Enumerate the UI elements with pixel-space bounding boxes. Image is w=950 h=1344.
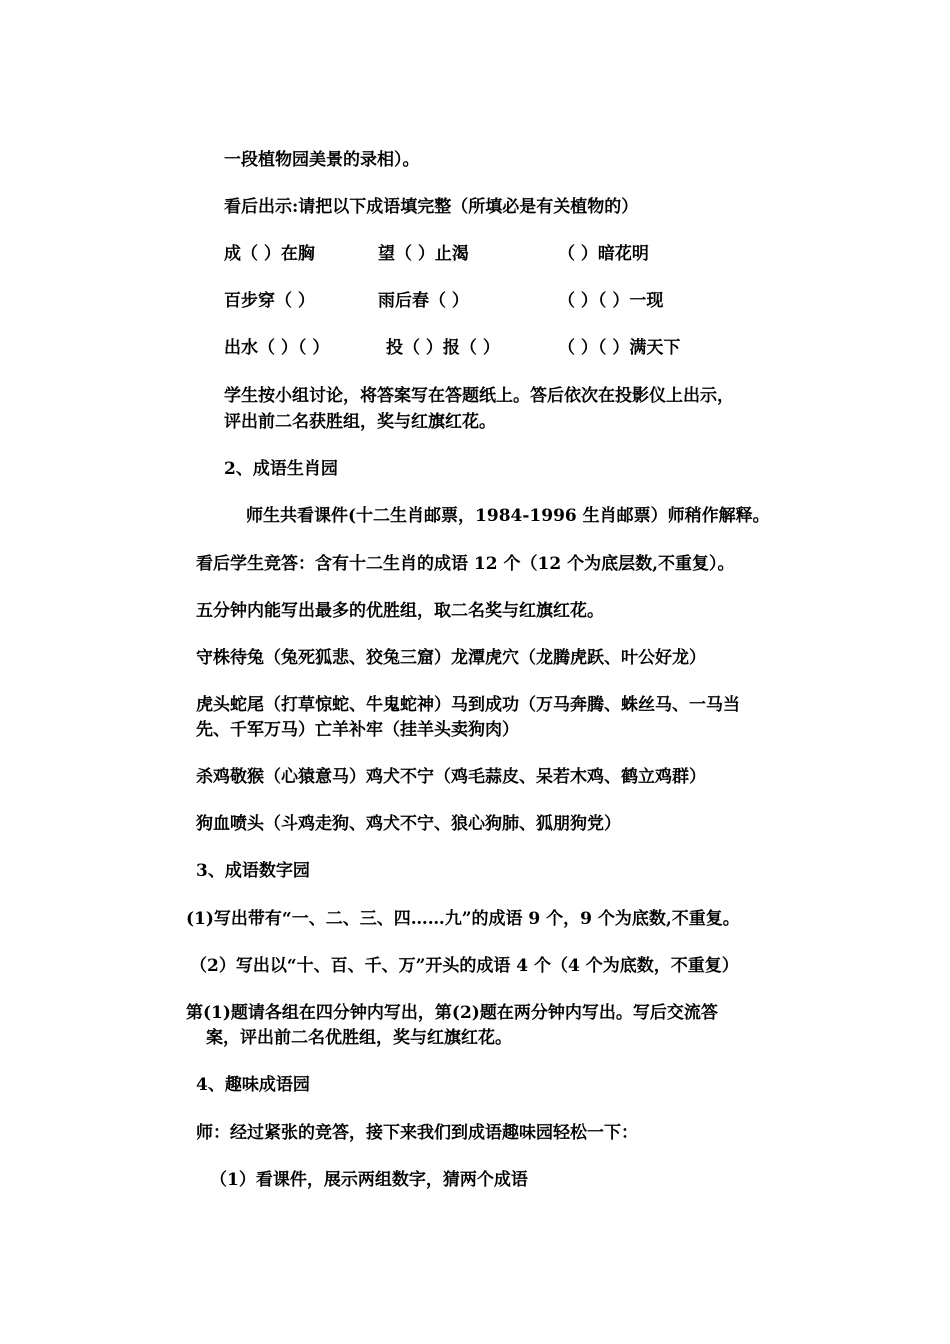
idiom-item: 出水（ ）（ ） [224, 338, 330, 358]
text-line: 案，评出前二名优胜组，奖与红旗红花。 [206, 1028, 512, 1048]
text-line: 五分钟内能写出最多的优胜组，取二名奖与红旗红花。 [196, 601, 604, 621]
text-line: 看后出示:请把以下成语填完整（所填必是有关植物的） [224, 197, 639, 217]
text-line: 师生共看课件(十二生肖邮票，1984-1996 生肖邮票）师稍作解释。 [246, 506, 770, 526]
idiom-item: 投（ ）报（ ） [386, 338, 500, 358]
idiom-item: 百步穿（ ） [224, 291, 315, 311]
text-line: 看后学生竞答：含有十二生肖的成语 12 个（12 个为底层数,不重复）。 [196, 554, 735, 574]
text-line: 虎头蛇尾（打草惊蛇、牛鬼蛇神）马到成功（万马奔腾、蛛丝马、一马当 [196, 695, 740, 715]
text-line: 杀鸡敬猴（心猿意马）鸡犬不宁（鸡毛蒜皮、呆若木鸡、鹤立鸡群） [196, 767, 706, 787]
idiom-item: （ ）暗花明 [558, 244, 649, 264]
text-line: 师：经过紧张的竞答，接下来我们到成语趣味园轻松一下： [196, 1123, 638, 1143]
idiom-item: 望（ ）止渴 [378, 244, 469, 264]
text-line: 第(1)题请各组在四分钟内写出，第(2)题在两分钟内写出。写后交流答 [186, 1003, 718, 1023]
section-heading: 2、成语生肖园 [224, 459, 338, 479]
section-heading: 3、成语数字园 [196, 861, 310, 881]
text-line: 先、千军万马）亡羊补牢（挂羊头卖狗肉） [196, 720, 519, 740]
text-line: (1)写出带有“一、二、三、四……九”的成语 9 个，9 个为底数,不重复。 [186, 909, 740, 929]
idiom-item: （ ）（ ）一现 [558, 291, 664, 311]
idiom-item: 成（ ）在胸 [224, 244, 315, 264]
text-line: 学生按小组讨论，将答案写在答题纸上。答后依次在投影仪上出示， [224, 386, 734, 406]
text-line: 狗血喷头（斗鸡走狗、鸡犬不宁、狼心狗肺、狐朋狗党） [196, 814, 621, 834]
text-line: 一段植物园美景的录相）。 [224, 150, 420, 170]
idiom-item: 雨后春（ ） [378, 291, 469, 311]
text-line: （1）看课件，展示两组数字，猜两个成语 [210, 1170, 528, 1190]
section-heading: 4、趣味成语园 [196, 1075, 310, 1095]
text-line: 评出前二名获胜组，奖与红旗红花。 [224, 412, 496, 432]
text-line: 守株待兔（兔死狐悲、狡兔三窟）龙潭虎穴（龙腾虎跃、叶公好龙） [196, 648, 706, 668]
text-line: （2）写出以“十、百、千、万”开头的成语 4 个（4 个为底数，不重复） [190, 956, 739, 976]
idiom-item: （ ）（ ）满天下 [558, 338, 681, 358]
